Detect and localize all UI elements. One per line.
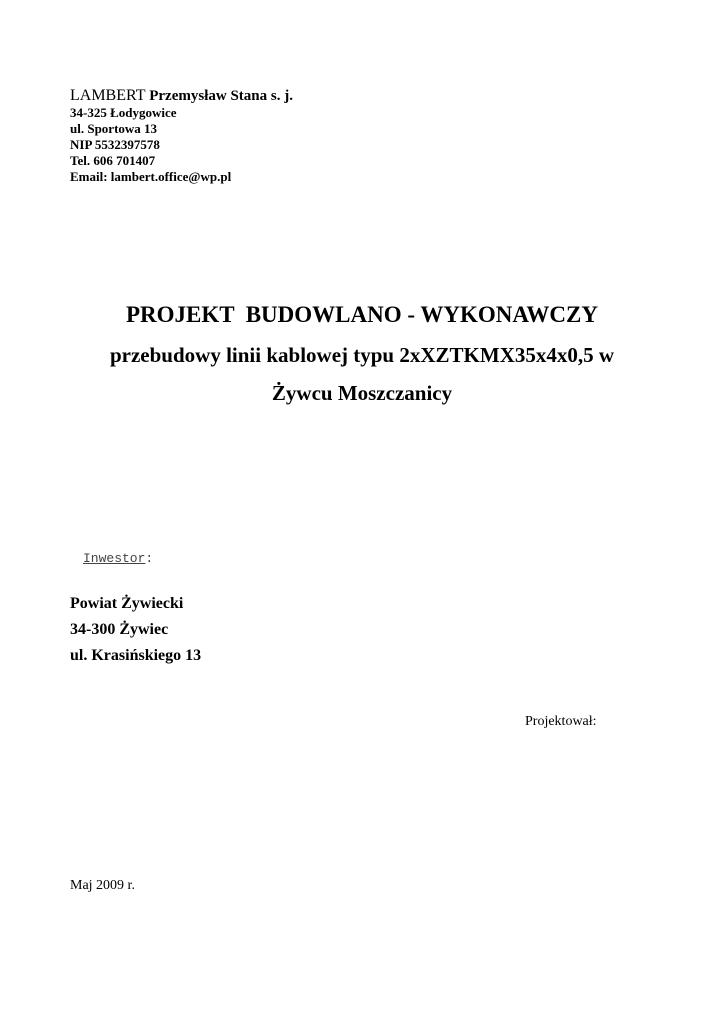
- company-name: [70, 87, 293, 105]
- company-postal-address: 34-325 Łodygowice: [70, 105, 177, 120]
- company-brand: LAMBERT: [70, 87, 146, 104]
- investor-label-text: Inwestor: [83, 551, 146, 566]
- designer-label: Projektował:: [525, 714, 597, 729]
- investor-label: [83, 551, 153, 566]
- investor-street: ul. Krasińskiego 13: [70, 647, 202, 664]
- document-title: [0, 300, 724, 412]
- document-date: Maj 2009 r.: [70, 878, 135, 893]
- company-nip: NIP 5532397578: [70, 137, 160, 152]
- title-sub-line2: Żywcu Moszczanicy: [271, 381, 453, 405]
- title-sub: [0, 336, 724, 412]
- investor-details: [70, 591, 201, 669]
- investor-label-colon: :: [145, 551, 154, 566]
- investor-name: Powiat Żywiecki: [70, 595, 184, 612]
- company-header: [70, 87, 293, 185]
- company-email: Email: lambert.office@wp.pl: [70, 169, 232, 184]
- title-sub-line1: przebudowy linii kablowej typu 2xXZTKMX35x4x0,5 w: [109, 343, 615, 367]
- company-name-rest: Przemysław Stana s. j.: [149, 88, 293, 104]
- title-main: PROJEKT BUDOWLANO - WYKONAWCZY: [126, 302, 598, 327]
- company-street-address: ul. Sportowa 13: [70, 121, 158, 136]
- company-phone: Tel. 606 701407: [70, 153, 156, 168]
- investor-postal: 34-300 Żywiec: [70, 621, 169, 638]
